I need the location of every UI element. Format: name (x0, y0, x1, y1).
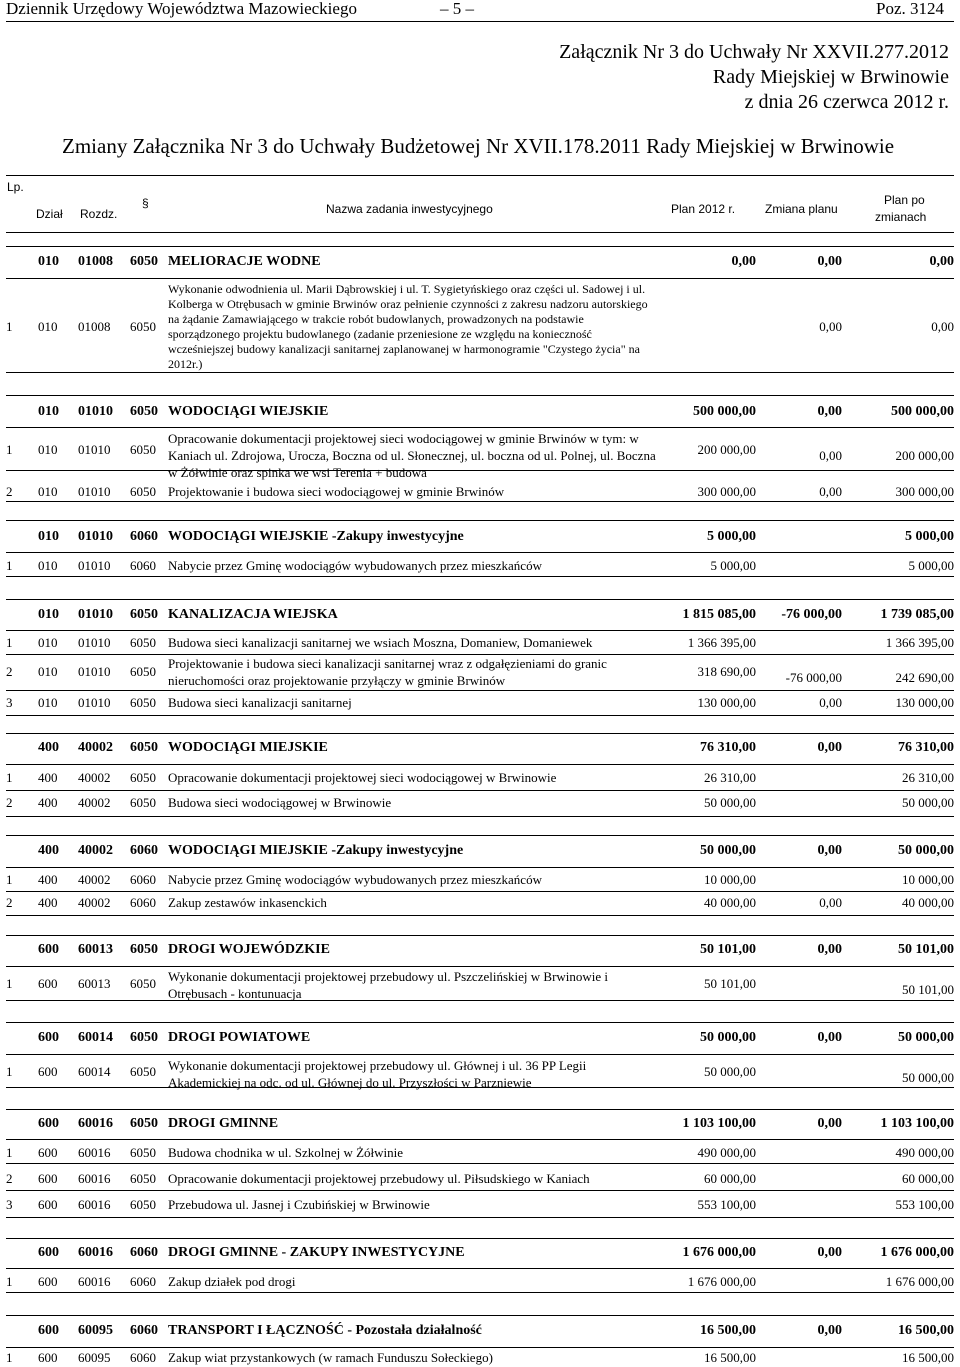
row-paragraf: 6050 (130, 1171, 156, 1186)
header-rule (6, 21, 954, 22)
row-change: 0,00 (819, 484, 842, 499)
row-rule (6, 630, 954, 631)
summary-name: DROGI WOJEWÓDZKIE (168, 942, 330, 957)
row-lp: 1 (6, 872, 13, 887)
summary-dzial: 010 (38, 254, 59, 269)
row-after: 40 000,00 (902, 895, 954, 910)
row-rule (6, 1190, 954, 1191)
row-rozdzial: 60013 (78, 976, 111, 991)
summary-dzial: 010 (38, 529, 59, 544)
row-lp: 1 (6, 976, 13, 991)
row-change: 0,00 (819, 895, 842, 910)
row-paragraf: 6050 (130, 664, 156, 679)
row-rozdzial: 01010 (78, 484, 111, 499)
summary-paragraf: 6050 (130, 1030, 158, 1045)
row-dzial: 600 (38, 1145, 58, 1160)
summary-change: 0,00 (817, 942, 842, 957)
summary-plan: 50 000,00 (700, 843, 756, 858)
row-rozdzial: 01010 (78, 442, 111, 457)
header-top-rule (6, 175, 954, 176)
row-lp: 1 (6, 1350, 13, 1365)
row-rule (6, 278, 954, 279)
row-plan: 26 310,00 (704, 770, 756, 785)
row-lp: 1 (6, 319, 13, 334)
row-rule (6, 891, 954, 892)
summary-plan: 5 000,00 (707, 529, 756, 544)
row-after: 200 000,00 (895, 448, 954, 463)
row-paragraf: 6050 (130, 770, 156, 785)
row-rozdzial: 60016 (78, 1145, 111, 1160)
row-dzial: 400 (38, 895, 58, 910)
row-name: Budowa sieci kanalizacji sanitarnej (168, 695, 352, 710)
row-rule (6, 1347, 954, 1348)
row-plan: 1 676 000,00 (687, 1274, 756, 1289)
row-dzial: 010 (38, 319, 58, 334)
row-plan: 50 000,00 (704, 795, 756, 810)
summary-name: MELIORACJE WODNE (168, 254, 321, 269)
row-dzial: 600 (38, 1274, 58, 1289)
row-paragraf: 6050 (130, 442, 156, 457)
row-name: Wykonanie dokumentacji projektowej przebudowy ul. Pszczelińskiej w Brwinowie i Otrębusach - kontunuacja (168, 969, 609, 1001)
summary-rozdzial: 60014 (78, 1030, 113, 1045)
row-paragraf: 6060 (130, 895, 156, 910)
row-paragraf: 6060 (130, 1350, 156, 1365)
col-plan: Plan 2012 r. (671, 202, 736, 216)
summary-change: 0,00 (817, 1030, 842, 1045)
summary-dzial: 600 (38, 1323, 59, 1338)
row-plan: 60 000,00 (704, 1171, 756, 1186)
summary-paragraf: 6060 (130, 843, 158, 858)
row-rule (6, 395, 954, 396)
summary-paragraf: 6050 (130, 740, 158, 755)
row-after: 490 000,00 (895, 1145, 954, 1160)
row-rule (6, 867, 954, 868)
row-dzial: 600 (38, 1171, 58, 1186)
row-dzial: 010 (38, 664, 58, 679)
row-name: Budowa sieci wodociągowej w Brwinowie (168, 795, 392, 810)
summary-rozdzial: 40002 (78, 740, 113, 755)
row-rozdzial: 01010 (78, 664, 111, 679)
row-dzial: 600 (38, 1350, 58, 1365)
row-name: Wykonanie dokumentacji projektowej przebudowy ul. Głównej i ul. 36 PP Legii Akademickiej na odc. od ul. Głównej do ul. Przyszłości w Parzniewie (168, 1058, 587, 1090)
row-lp: 3 (6, 695, 13, 710)
row-after: 300 000,00 (895, 484, 954, 499)
row-rule (6, 715, 954, 716)
row-after: 130 000,00 (895, 695, 954, 710)
row-paragraf: 6050 (130, 976, 156, 991)
row-rule (6, 576, 954, 577)
row-plan: 130 000,00 (697, 695, 756, 710)
row-lp: 1 (6, 770, 13, 785)
summary-name: WODOCIĄGI MIEJSKIE -Zakupy inwestycyjne (168, 843, 464, 858)
row-dzial: 010 (38, 442, 58, 457)
col-paragraf: § (142, 196, 149, 210)
summary-name: KANALIZACJA WIEJSKA (168, 607, 338, 622)
summary-after: 50 000,00 (898, 843, 954, 858)
row-paragraf: 6050 (130, 795, 156, 810)
row-name: Projektowanie i budowa sieci kanalizacji sanitarnej wraz z odgałęzieniami do granic nieruchomości oraz projektowanie przyłączy w gminie Brwinów (168, 656, 607, 688)
summary-rozdzial: 60095 (78, 1323, 113, 1338)
summary-name: WODOCIĄGI WIEJSKIE -Zakupy inwestycyjne (168, 529, 464, 544)
row-plan: 16 500,00 (704, 1350, 756, 1365)
row-paragraf: 6050 (130, 1197, 156, 1212)
summary-plan: 1 815 085,00 (682, 607, 756, 622)
row-name: Nabycie przez Gminę wodociągów wybudowanych przez mieszkańców (168, 558, 542, 573)
row-change: 0,00 (819, 448, 842, 463)
row-name: Zakup zestawów inkasenckich (168, 895, 327, 910)
row-dzial: 600 (38, 1064, 58, 1079)
row-dzial: 400 (38, 872, 58, 887)
row-rozdzial: 60014 (78, 1064, 111, 1079)
row-rozdzial: 40002 (78, 770, 111, 785)
row-after: 1 676 000,00 (885, 1274, 954, 1289)
row-rozdzial: 40002 (78, 795, 111, 810)
summary-name: DROGI GMINNE (168, 1116, 279, 1131)
row-lp: 2 (6, 664, 13, 679)
row-rule (6, 1238, 954, 1239)
row-after: 26 310,00 (902, 770, 954, 785)
row-dzial: 400 (38, 795, 58, 810)
row-dzial: 010 (38, 558, 58, 573)
row-lp: 2 (6, 895, 13, 910)
summary-plan: 50 000,00 (700, 1030, 756, 1045)
row-after: 242 690,00 (895, 670, 954, 685)
summary-change: 0,00 (817, 1323, 842, 1338)
row-after: 16 500,00 (902, 1350, 954, 1365)
summary-dzial: 600 (38, 1245, 59, 1260)
row-rozdzial: 60016 (78, 1171, 111, 1186)
row-plan: 553 100,00 (697, 1197, 756, 1212)
summary-paragraf: 6050 (130, 254, 158, 269)
summary-name: DROGI POWIATOWE (168, 1030, 311, 1045)
row-dzial: 600 (38, 976, 58, 991)
col-dzial: Dział (36, 207, 63, 221)
row-paragraf: 6060 (130, 1274, 156, 1289)
row-rule (6, 1163, 954, 1164)
summary-paragraf: 6050 (130, 942, 158, 957)
summary-paragraf: 6060 (130, 1245, 158, 1260)
summary-plan: 50 101,00 (700, 942, 756, 957)
row-rule (6, 966, 954, 967)
row-plan: 1 366 395,00 (687, 635, 756, 650)
row-after: 50 101,00 (902, 982, 954, 997)
row-rule (6, 733, 954, 734)
summary-after: 1 103 100,00 (880, 1116, 954, 1131)
col-after-line1: Plan po (884, 193, 925, 207)
summary-paragraf: 6050 (130, 1116, 158, 1131)
summary-rozdzial: 60013 (78, 942, 113, 957)
row-rule (6, 1109, 954, 1110)
row-rozdzial: 40002 (78, 895, 111, 910)
row-lp: 2 (6, 795, 13, 810)
row-rozdzial: 01008 (78, 319, 111, 334)
position-number: Poz. 3124 (876, 0, 944, 18)
summary-change: -76 000,00 (781, 607, 842, 622)
row-name: Opracowanie dokumentacji projektowej sieci wodociągowej w Brwinowie (168, 770, 557, 785)
summary-plan: 1 103 100,00 (682, 1116, 756, 1131)
row-name: Zakup wiat przystankowych (w ramach Funduszu Sołeckiego) (168, 1350, 493, 1365)
row-rozdzial: 60095 (78, 1350, 111, 1365)
col-after-line2: zmianach (875, 210, 927, 224)
row-paragraf: 6060 (130, 872, 156, 887)
row-rule (6, 1268, 954, 1269)
row-paragraf: 6050 (130, 319, 156, 334)
row-after: 50 000,00 (902, 795, 954, 810)
row-rule (6, 1022, 954, 1023)
summary-after: 1 676 000,00 (880, 1245, 954, 1260)
row-lp: 1 (6, 1145, 13, 1160)
summary-rozdzial: 60016 (78, 1116, 113, 1131)
attachment-line-2: Rady Miejskiej w Brwinowie (712, 66, 949, 88)
row-after: 10 000,00 (902, 872, 954, 887)
row-after: 50 000,00 (902, 1070, 954, 1085)
row-after: 0,00 (931, 319, 954, 334)
row-dzial: 010 (38, 484, 58, 499)
attachment-line-3: z dnia 26 czerwca 2012 r. (744, 91, 949, 113)
summary-rozdzial: 01010 (78, 607, 113, 622)
summary-change: 0,00 (817, 1245, 842, 1260)
row-rule (6, 372, 954, 373)
row-name: Opracowanie dokumentacji projektowej przebudowy ul. Piłsudskiego w Kaniach (168, 1171, 590, 1186)
summary-after: 16 500,00 (898, 1323, 954, 1338)
row-plan: 200 000,00 (697, 442, 756, 457)
row-rozdzial: 01010 (78, 635, 111, 650)
summary-after: 0,00 (929, 254, 954, 269)
row-rule (6, 1054, 954, 1055)
summary-name: DROGI GMINNE - ZAKUPY INWESTYCYJNE (168, 1245, 465, 1260)
row-dzial: 400 (38, 770, 58, 785)
row-name: Opracowanie dokumentacji projektowej sieci wodociągowej w gminie Brwinów w tym: w Kaniach ul. Zdrojowa, Urocza, Boczna od ul. Słonecznej, ul. boczna od ul. Polnej, ul. Boczna w Żółwinie oraz spinka we wsi Terenia + budowa (168, 431, 656, 480)
row-dzial: 010 (38, 695, 58, 710)
summary-rozdzial: 01010 (78, 529, 113, 544)
row-rule (6, 1217, 954, 1218)
row-rule (6, 764, 954, 765)
row-paragraf: 6050 (130, 484, 156, 499)
row-rule (6, 1292, 954, 1293)
row-paragraf: 6050 (130, 1064, 156, 1079)
row-rule (6, 790, 954, 791)
row-plan: 40 000,00 (704, 895, 756, 910)
row-rozdzial: 01010 (78, 695, 111, 710)
row-lp: 1 (6, 558, 13, 573)
summary-change: 0,00 (817, 740, 842, 755)
summary-rozdzial: 01008 (78, 254, 113, 269)
summary-name: WODOCIĄGI WIEJSKIE (168, 404, 329, 419)
row-name: Wykonanie odwodnienia ul. Marii Dąbrowskiej i ul. T. Sygietyńskiego oraz części ul. Sadowej i ul. Kolberga w Otrębusach w gminie Brwinów oraz pełnienie czynności z zakresu nadzoru autorskiego na żądanie Zamawiającego w trakcie robót budowlanych, prowadzonych na podstawie sporządzonego projektu budowlanego (zadanie przeniesione ze względu na konieczność wcześniejszej budowy kanalizacji sanitarnej zaplanowanej w harmonogramie "Czystego życia" na 2012r.) (168, 282, 648, 371)
row-plan: 490 000,00 (697, 1145, 756, 1160)
summary-plan: 0,00 (731, 254, 756, 269)
row-rule (6, 1139, 954, 1140)
row-lp: 2 (6, 484, 13, 499)
summary-paragraf: 6060 (130, 529, 158, 544)
row-rule (6, 915, 954, 916)
summary-rozdzial: 40002 (78, 843, 113, 858)
summary-change: 0,00 (817, 843, 842, 858)
summary-change: 0,00 (817, 1116, 842, 1131)
summary-after: 1 739 085,00 (880, 607, 954, 622)
row-plan: 50 000,00 (704, 1064, 756, 1079)
summary-dzial: 600 (38, 1030, 59, 1045)
row-paragraf: 6060 (130, 558, 156, 573)
summary-change: 0,00 (817, 404, 842, 419)
row-name: Zakup działek pod drogi (168, 1274, 296, 1289)
row-lp: 1 (6, 635, 13, 650)
document-title: Zmiany Załącznika Nr 3 do Uchwały Budżetowej Nr XVII.178.2011 Rady Miejskiej w Brwinowie (62, 134, 895, 158)
row-rozdzial: 60016 (78, 1197, 111, 1212)
row-rule (6, 690, 954, 691)
row-rule (6, 246, 954, 247)
row-rozdzial: 40002 (78, 872, 111, 887)
summary-plan: 500 000,00 (693, 404, 756, 419)
row-rozdzial: 60016 (78, 1274, 111, 1289)
row-name: Projektowanie i budowa sieci wodociągowej w gminie Brwinów (168, 484, 505, 499)
row-lp: 1 (6, 442, 13, 457)
row-after: 553 100,00 (895, 1197, 954, 1212)
summary-dzial: 400 (38, 740, 59, 755)
summary-paragraf: 6050 (130, 607, 158, 622)
row-dzial: 600 (38, 1197, 58, 1212)
row-change: 0,00 (819, 319, 842, 334)
row-rule (6, 835, 954, 836)
summary-after: 500 000,00 (891, 404, 954, 419)
summary-dzial: 010 (38, 607, 59, 622)
summary-name: TRANSPORT I ŁĄCZNOŚĆ - Pozostała działalność (168, 1323, 482, 1338)
summary-after: 5 000,00 (905, 529, 954, 544)
row-name: Nabycie przez Gminę wodociągów wybudowanych przez mieszkańców (168, 872, 542, 887)
summary-dzial: 600 (38, 942, 59, 957)
row-after: 60 000,00 (902, 1171, 954, 1186)
attachment-line-1: Załącznik Nr 3 do Uchwały Nr XXVII.277.2012 (559, 41, 949, 63)
row-plan: 300 000,00 (697, 484, 756, 499)
row-paragraf: 6050 (130, 1145, 156, 1160)
summary-plan: 16 500,00 (700, 1323, 756, 1338)
row-name: Przebudowa ul. Jasnej i Czubińskiej w Brwinowie (168, 1197, 430, 1212)
summary-name: WODOCIĄGI MIEJSKIE (168, 740, 328, 755)
row-plan: 318 690,00 (697, 664, 756, 679)
row-lp: 3 (6, 1197, 13, 1212)
summary-paragraf: 6060 (130, 1323, 158, 1338)
row-rule (6, 501, 954, 502)
row-rozdzial: 01010 (78, 558, 111, 573)
summary-plan: 1 676 000,00 (682, 1245, 756, 1260)
row-rule (6, 935, 954, 936)
col-change: Zmiana planu (765, 202, 838, 216)
row-plan: 5 000,00 (710, 558, 756, 573)
row-rule (6, 552, 954, 553)
summary-after: 50 101,00 (898, 942, 954, 957)
col-name: Nazwa zadania inwestycyjnego (326, 202, 493, 216)
row-after: 1 366 395,00 (885, 635, 954, 650)
summary-rozdzial: 01010 (78, 404, 113, 419)
summary-after: 76 310,00 (898, 740, 954, 755)
journal-name: Dziennik Urzędowy Województwa Mazowieckiego (6, 0, 357, 18)
row-paragraf: 6050 (130, 695, 156, 710)
col-lp: Lp. (7, 180, 24, 194)
row-rule (6, 816, 954, 817)
row-rule (6, 1315, 954, 1316)
summary-after: 50 000,00 (898, 1030, 954, 1045)
row-name: Budowa chodnika w ul. Szkolnej w Żółwinie (168, 1145, 404, 1160)
row-plan: 10 000,00 (704, 872, 756, 887)
summary-change: 0,00 (817, 254, 842, 269)
row-change: 0,00 (819, 695, 842, 710)
summary-rozdzial: 60016 (78, 1245, 113, 1260)
header-bottom-rule (6, 232, 954, 233)
summary-dzial: 600 (38, 1116, 59, 1131)
summary-paragraf: 6050 (130, 404, 158, 419)
summary-dzial: 400 (38, 843, 59, 858)
row-rule (6, 520, 954, 521)
row-lp: 2 (6, 1171, 13, 1186)
row-rule (6, 599, 954, 600)
row-paragraf: 6050 (130, 635, 156, 650)
row-change: -76 000,00 (785, 670, 842, 685)
col-rozdz: Rozdz. (80, 207, 118, 221)
row-lp: 1 (6, 1064, 13, 1079)
row-dzial: 010 (38, 635, 58, 650)
row-after: 5 000,00 (908, 558, 954, 573)
row-rule (6, 427, 954, 428)
row-plan: 50 101,00 (704, 976, 756, 991)
page-number: – 5 – (440, 0, 474, 18)
row-name: Budowa sieci kanalizacji sanitarnej we wsiach Moszna, Domaniew, Domaniewek (168, 635, 593, 650)
row-lp: 1 (6, 1274, 13, 1289)
summary-dzial: 010 (38, 404, 59, 419)
summary-plan: 76 310,00 (700, 740, 756, 755)
